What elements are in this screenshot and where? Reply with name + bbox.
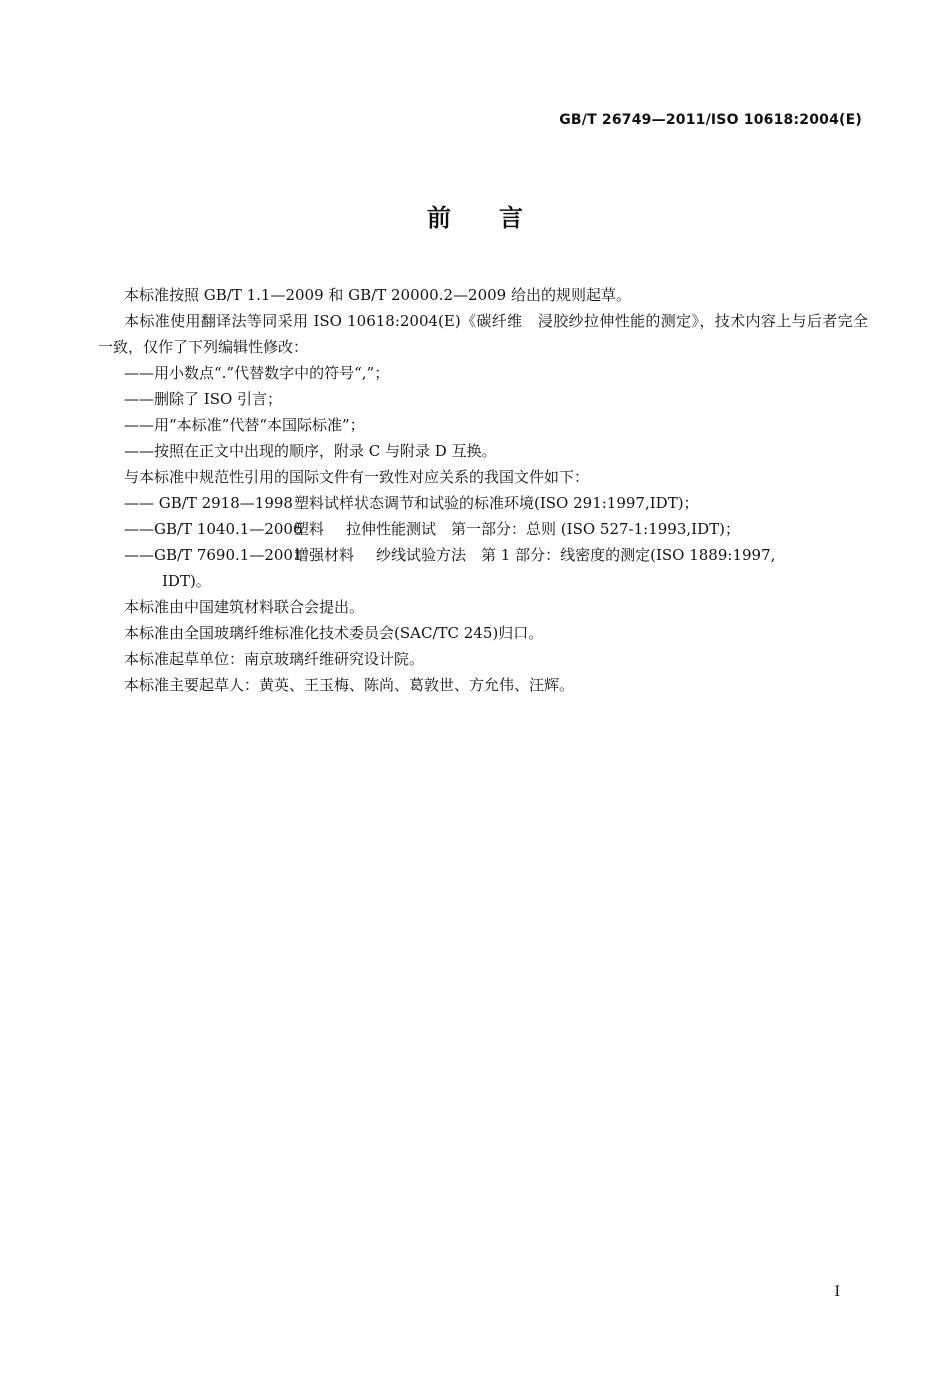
paragraph-committee: 本标准由全国玻璃纤维标准化技术委员会(SAC/TC 245)归口。 xyxy=(124,624,544,642)
page-number: I xyxy=(834,1284,840,1300)
modification-item: ——按照在正文中出现的顺序，附录 C 与附录 D 互换。 xyxy=(124,442,497,460)
foreword-body xyxy=(98,282,868,698)
reference-item xyxy=(98,490,868,516)
paragraph-references-intro: 与本标准中规范性引用的国际文件有一致性对应关系的我国文件如下： xyxy=(124,468,590,486)
reference-item xyxy=(98,516,868,542)
paragraph-adoption: 本标准使用翻译法等同采用 ISO 10618:2004(E)《碳纤维 浸胶纱拉伸性能的测定》，技术内容上与后者完全一致，仅作了下列编辑性修改： xyxy=(98,312,868,356)
reference-number: ——GB/T 1040.1—2006 xyxy=(124,520,303,538)
paragraph-proposer: 本标准由中国建筑材料联合会提出。 xyxy=(124,598,365,616)
reference-item xyxy=(98,542,868,568)
reference-subtitle: 纱线试验方法 第 1 部分：线密度的测定(ISO 1889:1997, xyxy=(376,546,776,564)
modification-item: ——删除了 ISO 引言； xyxy=(124,390,283,408)
standard-code-header: GB/T 26749—2011/ISO 10618:2004(E) xyxy=(559,112,862,128)
paragraph-drafting-unit: 本标准起草单位：南京玻璃纤维研究设计院。 xyxy=(124,650,425,668)
reference-continuation: IDT)。 xyxy=(162,572,211,590)
paragraph-drafters: 本标准主要起草人：黄英、王玉梅、陈尚、葛敦世、方允伟、汪辉。 xyxy=(124,676,575,694)
modification-item: ——用“本标准”代替“本国际标准”； xyxy=(124,416,365,434)
page-title: 前言 xyxy=(427,204,571,232)
reference-title: 增强材料 xyxy=(294,546,355,564)
reference-title: 塑料 xyxy=(294,520,325,538)
modification-item: ——用小数点“.”代替数字中的符号“,”； xyxy=(124,364,390,382)
reference-title: 塑料试样状态调节和试验的标准环境(ISO 291:1997,IDT)； xyxy=(294,494,699,512)
reference-number: ——GB/T 7690.1—2001 xyxy=(124,546,303,564)
reference-number: —— GB/T 2918—1998 xyxy=(124,494,293,512)
reference-subtitle: 拉伸性能测试 第一部分：总则 (ISO 527-1:1993,IDT)； xyxy=(346,520,740,538)
paragraph-drafting-rules: 本标准按照 GB/T 1.1—2009 和 GB/T 20000.2—2009 给出的规则起草。 xyxy=(124,286,631,304)
